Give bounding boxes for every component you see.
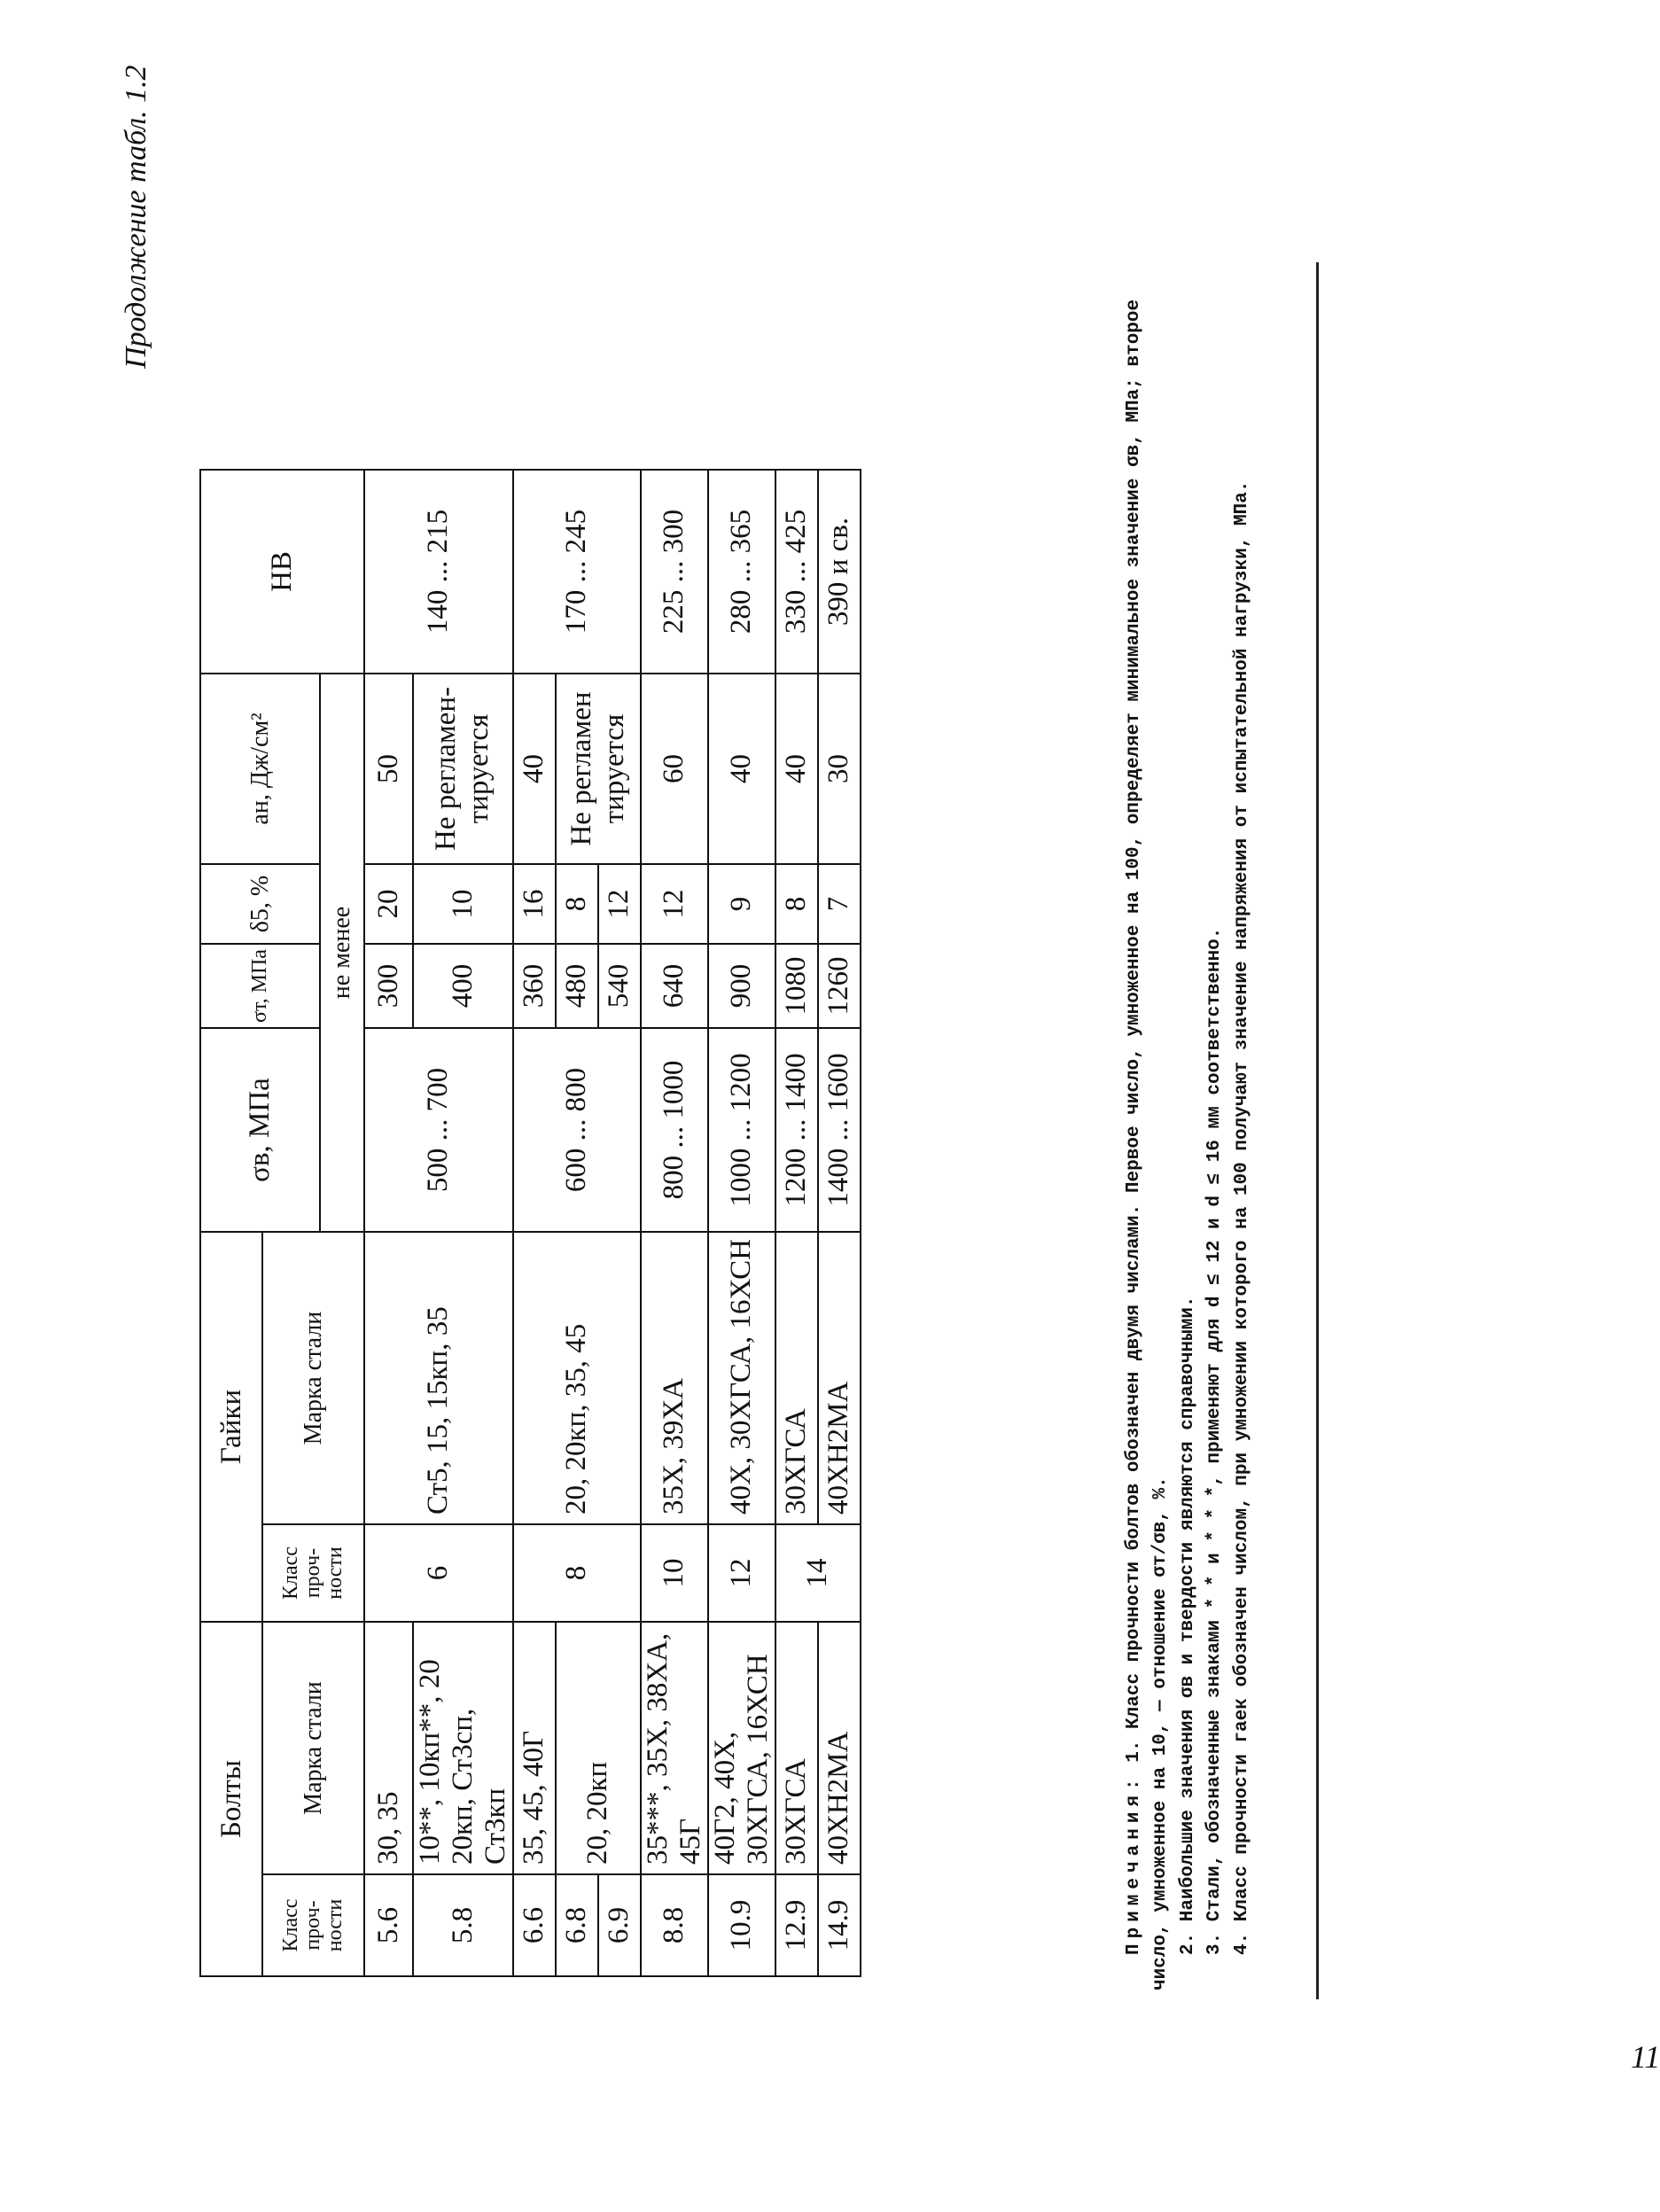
hardness-hb: 280 ... 365 [708,470,775,674]
min-values-header: не менее [320,674,364,1232]
note-1: 1. Класс прочности болтов обозначен двумя числами. Первое число, умноженное на 100, определяет минимальное значение σв, МПа; второе число, умноженное на 10, — отношение σт/σв, %. [1124,299,1172,1990]
nut-class: 12 [708,1524,775,1622]
notes-heading: Примечания: [1124,1773,1144,1955]
impact-strength: Не регламен-тируется [413,674,513,864]
bolt-class: 6.8 [556,1874,598,1976]
bolt-steel: 35, 45, 40Г [513,1622,556,1874]
bottom-rule [1316,262,1319,1999]
nut-class: 14 [775,1524,861,1622]
nut-class: 10 [641,1524,708,1622]
delta5: 10 [413,864,513,944]
impact-strength: 60 [641,674,708,864]
sigma-b-header: σв, МПа [200,1028,320,1232]
impact-strength: 40 [513,674,556,864]
nut-class-header: Класс проч-ности [262,1524,364,1622]
impact-strength: Не регламен тируется [556,674,641,864]
note-2: 2. Наибольшие значения σв и твердости являются справочными. [1177,1296,1198,1955]
impact-strength: 40 [775,674,818,864]
bolt-class: 12.9 [775,1874,818,1976]
impact-strength: 50 [364,674,413,864]
nut-steel: 40ХН2МА [818,1232,861,1524]
impact-strength: 30 [818,674,861,864]
sigma-t: 400 [413,944,513,1028]
bolt-class: 5.8 [413,1874,513,1976]
sigma-b: 600 ... 800 [513,1028,641,1232]
sigma-t: 1080 [775,944,818,1028]
delta5: 16 [513,864,556,944]
nut-steel: 35Х, 39ХА [641,1232,708,1524]
nut-steel: Ст5, 15, 15кп, 35 [364,1232,513,1524]
sigma-b: 1200 ... 1400 [775,1028,818,1232]
sigma-t: 640 [641,944,708,1028]
bolt-class: 5.6 [364,1874,413,1976]
sigma-t-header: σт, МПа [200,944,320,1028]
sigma-t: 540 [598,944,641,1028]
nut-steel: 40Х, 30ХГСА, 16ХСН [708,1232,775,1524]
bolt-class: 6.6 [513,1874,556,1976]
bolt-steel-header: Марка стали [262,1622,364,1874]
bolt-class: 10.9 [708,1874,775,1976]
sigma-b: 800 ... 1000 [641,1028,708,1232]
nuts-header: Гайки [200,1232,262,1622]
sigma-b: 1000 ... 1200 [708,1028,775,1232]
bolt-steel: 40ХН2МА [818,1622,861,1874]
hardness-hb: 330 ... 425 [775,470,818,674]
note-3: 3. Стали, обозначенные знаками * * и * * *, применяют для d ≤ 12 и d ≤ 16 мм соответственно. [1204,927,1226,1955]
nut-class: 6 [364,1524,513,1622]
nut-steel: 30ХГСА [775,1232,818,1524]
bolt-steel: 40Г2, 40Х, 30ХГСА, 16ХСН [708,1622,775,1874]
nut-class: 8 [513,1524,641,1622]
delta5: 9 [708,864,775,944]
bolt-steel: 10**, 10кп**, 20 20кп, Ст3сп, Ст3кп [413,1622,513,1874]
sigma-b: 1400 ... 1600 [818,1028,861,1232]
delta5: 8 [775,864,818,944]
bolt-class-header: Класс проч-ности [262,1874,364,1976]
table-caption: Продолжение табл. 1.2 [120,65,152,369]
delta5: 7 [818,864,861,944]
properties-table [199,469,861,1977]
sigma-b: 500 ... 700 [364,1028,513,1232]
delta5: 12 [641,864,708,944]
nut-steel: 20, 20кп, 35, 45 [513,1232,641,1524]
bolt-steel: 30ХГСА [775,1622,818,1874]
sigma-t: 360 [513,944,556,1028]
bolt-steel: 30, 35 [364,1622,413,1874]
hb-header: НВ [200,470,364,674]
delta5: 12 [598,864,641,944]
hardness-hb: 390 и св. [818,470,861,674]
note-4: 4. Класс прочности гаек обозначен числом, при умножении которого на 100 получают значение напряжения от испытательной нагрузки, МПа. [1231,480,1252,1955]
sigma-t: 1260 [818,944,861,1028]
hardness-hb: 170 ... 245 [513,470,641,674]
impact-strength: 40 [708,674,775,864]
sigma-t: 900 [708,944,775,1028]
bolt-steel: 35***, 35Х, 38ХА, 45Г [641,1622,708,1874]
hardness-hb: 225 ... 300 [641,470,708,674]
bolt-class: 14.9 [818,1874,861,1976]
bolts-header: Болты [200,1622,262,1976]
bolt-class: 6.9 [598,1874,641,1976]
table-notes [1121,262,1256,1990]
page-number: 11 [1631,2039,1660,2075]
sigma-t: 300 [364,944,413,1028]
delta5: 8 [556,864,598,944]
delta5-header: δ5, % [200,864,320,944]
bolt-class: 8.8 [641,1874,708,1976]
an-header: aн, Дж/см² [200,674,320,864]
hardness-hb: 140 ... 215 [364,470,513,674]
bolt-steel: 20, 20кп [556,1622,641,1874]
nut-steel-header: Марка стали [262,1232,364,1524]
delta5: 20 [364,864,413,944]
sigma-t: 480 [556,944,598,1028]
